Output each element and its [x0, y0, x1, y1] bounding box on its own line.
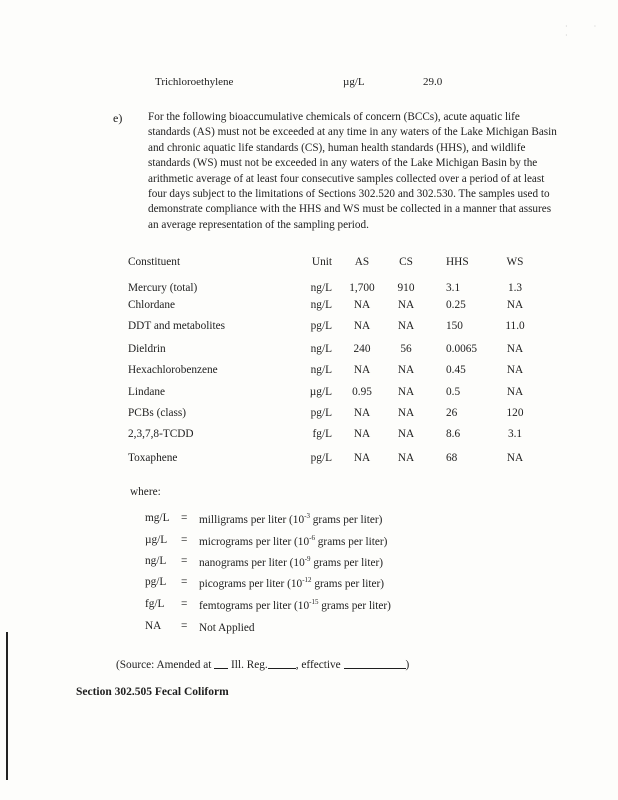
- definition-exponent: -15: [309, 598, 319, 606]
- blank-page: [268, 658, 296, 669]
- definition-text: [199, 598, 391, 612]
- blank-volume: [214, 658, 228, 669]
- source-note: [116, 658, 409, 671]
- cell-as: 240: [353, 343, 371, 355]
- definition-text: [199, 534, 387, 548]
- cell-constituent: PCBs (class): [128, 407, 187, 419]
- cell-unit: pg/L: [310, 320, 332, 332]
- cell-as: NA: [353, 428, 371, 440]
- cell-unit: µg/L: [309, 386, 332, 398]
- cell-unit: pg/L: [310, 407, 332, 419]
- section-heading: Section 302.505 Fecal Coliform: [76, 686, 229, 698]
- definition-abbr: mg/L: [145, 512, 170, 524]
- item-paragraph: For the following bioaccumulative chemicals of concern (BCCs), acute aquatic life standards (AS) must not be exceeded at any time in any waters of the Lake Michigan Basin and chronic aquatic life standards (CS), human health standards (HHS), and wildlife standards (WS) must not be exceeded in any waters of the Lake Michigan Basin by the arithmetic average of at least four consecutive samples collected over a period of at least four days subject to the limitations of Sections 302.520 and 302.530. The samples used to demonstrate compliance with the HHS and WS must be collected in a manner that assures an average representation of the sampling period.: [148, 111, 557, 231]
- cell-constituent: Chlordane: [128, 299, 176, 311]
- header-unit: Unit: [311, 256, 332, 268]
- definition-text: [199, 555, 383, 569]
- definition-exponent: -3: [304, 512, 310, 520]
- source-part-4: ): [405, 659, 410, 671]
- definition-exponent: -9: [304, 555, 311, 563]
- source-part-1: (Source: Amended at: [116, 659, 215, 671]
- cell-unit: ng/L: [310, 364, 332, 376]
- cell-constituent: Toxaphene: [128, 452, 178, 464]
- cell-hhs: 150: [446, 320, 463, 332]
- definition-text-tail: grams per liter): [309, 514, 383, 526]
- cell-hhs: 26: [446, 407, 458, 419]
- cell-constituent: Mercury (total): [128, 282, 198, 294]
- source-part-3: , effective: [295, 659, 344, 671]
- cell-cs: NA: [397, 299, 415, 311]
- header-cs: CS: [399, 256, 413, 268]
- blank-date: [344, 658, 406, 669]
- definition-text-main: Not Applied: [199, 622, 255, 634]
- definition-text-tail: grams per liter): [310, 557, 384, 569]
- top-row-constituent: Trichloroethylene: [155, 76, 234, 88]
- cell-ws: 3.1: [507, 428, 523, 440]
- cell-hhs: 0.5: [446, 386, 461, 398]
- cell-cs: NA: [397, 320, 415, 332]
- top-row-unit: µg/L: [343, 76, 365, 88]
- definition-text: [199, 576, 384, 590]
- definition-equals: =: [181, 598, 188, 610]
- definition-equals: =: [181, 512, 188, 524]
- cell-cs: NA: [397, 364, 415, 376]
- definition-text-tail: grams per liter): [318, 600, 391, 612]
- cell-ws: 1.3: [507, 282, 523, 294]
- cell-as: NA: [353, 364, 371, 376]
- cell-unit: ng/L: [310, 282, 332, 294]
- definition-text-main: milligrams per liter (10: [199, 514, 305, 526]
- top-row-value: 29.0: [423, 76, 443, 88]
- item-label: e): [113, 111, 123, 125]
- cell-as: NA: [353, 299, 371, 311]
- definition-text-tail: grams per liter): [314, 536, 388, 548]
- cell-cs: NA: [397, 452, 415, 464]
- cell-as: NA: [353, 452, 371, 464]
- cell-cs: 56: [400, 343, 412, 355]
- header-as: AS: [354, 256, 370, 268]
- definition-exponent: -12: [302, 576, 312, 584]
- cell-ws: NA: [506, 343, 524, 355]
- cell-unit: fg/L: [312, 428, 332, 440]
- cell-constituent: Hexachlorobenzene: [128, 364, 218, 376]
- definition-equals: =: [181, 534, 188, 546]
- definition-exponent: -6: [309, 534, 315, 542]
- definition-text-main: micrograms per liter (10: [199, 536, 310, 548]
- cell-constituent: 2,3,7,8-TCDD: [128, 428, 194, 440]
- definition-equals: =: [181, 555, 188, 567]
- cell-constituent: DDT and metabolites: [128, 320, 226, 332]
- margin-line: [6, 632, 8, 780]
- definition-text-main: femtograms per liter (10: [199, 600, 310, 612]
- cell-unit: ng/L: [310, 299, 332, 311]
- cell-ws: NA: [506, 364, 524, 376]
- cell-ws: NA: [506, 452, 524, 464]
- scan-artifact-dots: · · ·: [565, 22, 609, 40]
- cell-cs: 910: [397, 282, 415, 294]
- cell-hhs: 0.25: [446, 299, 466, 311]
- definition-abbr: fg/L: [145, 598, 165, 610]
- header-ws: WS: [506, 256, 524, 268]
- cell-hhs: 68: [446, 452, 458, 464]
- definition-text-main: nanograms per liter (10: [199, 557, 305, 569]
- header-hhs: HHS: [446, 256, 469, 268]
- cell-ws: NA: [506, 299, 524, 311]
- definition-text-main: picograms per liter (10: [199, 578, 303, 590]
- cell-hhs: 0.45: [446, 364, 466, 376]
- cell-hhs: 0.0065: [446, 343, 478, 355]
- cell-constituent: Lindane: [128, 386, 166, 398]
- cell-ws: NA: [506, 386, 524, 398]
- definition-text: [199, 512, 382, 526]
- cell-as: 1,700: [349, 282, 375, 294]
- source-part-2: Ill. Reg.: [228, 659, 268, 671]
- cell-unit: ng/L: [310, 343, 332, 355]
- cell-ws: 120: [506, 407, 524, 419]
- definition-equals: =: [181, 620, 188, 632]
- cell-cs: NA: [397, 428, 415, 440]
- header-constituent: Constituent: [128, 256, 181, 268]
- cell-cs: NA: [397, 407, 415, 419]
- cell-unit: pg/L: [310, 452, 332, 464]
- definition-abbr: ng/L: [145, 555, 167, 567]
- cell-hhs: 3.1: [446, 282, 461, 294]
- where-label: where:: [130, 486, 161, 498]
- definition-equals: =: [181, 576, 188, 588]
- cell-as: NA: [353, 320, 371, 332]
- definition-text-tail: grams per liter): [311, 578, 385, 590]
- definition-text: [199, 620, 255, 634]
- definition-abbr: NA: [145, 620, 162, 632]
- cell-ws: 11.0: [505, 320, 525, 332]
- definition-abbr: pg/L: [145, 576, 167, 588]
- cell-hhs: 8.6: [446, 428, 461, 440]
- cell-as: NA: [353, 407, 371, 419]
- cell-as: 0.95: [352, 386, 372, 398]
- definition-abbr: µg/L: [145, 534, 168, 546]
- cell-cs: NA: [397, 386, 415, 398]
- cell-constituent: Dieldrin: [128, 343, 166, 355]
